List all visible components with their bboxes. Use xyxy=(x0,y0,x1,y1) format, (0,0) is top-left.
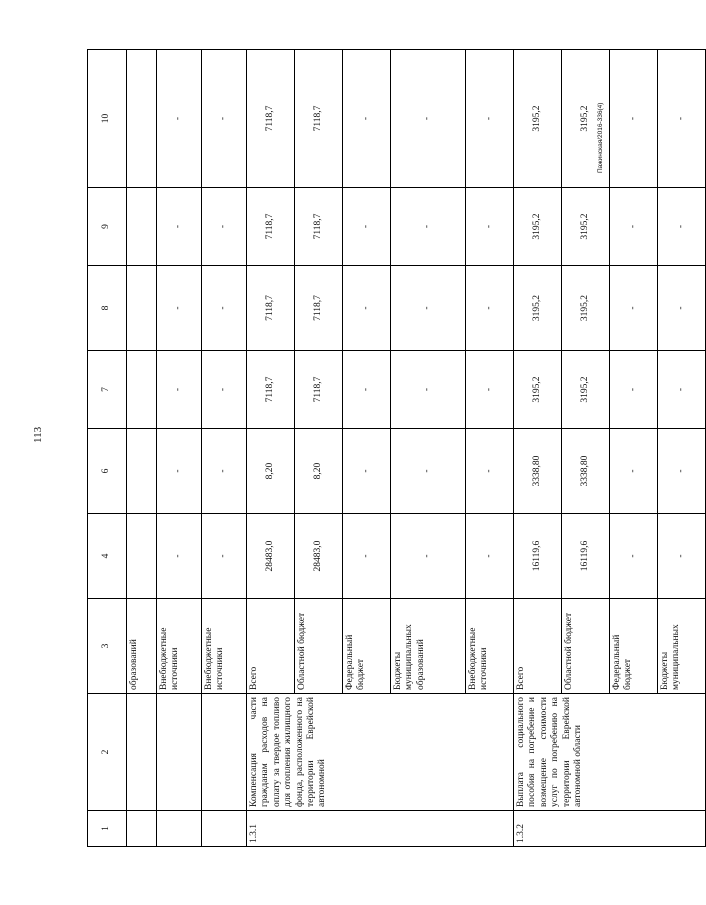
value-cell: - xyxy=(343,188,391,266)
value-cell: 3195,2 xyxy=(514,351,562,429)
value-cell: 7118,7 xyxy=(247,351,295,429)
value-cell: - xyxy=(391,50,466,188)
document-id: Пажинская/2016-336(4) xyxy=(597,102,604,173)
value-cell: - xyxy=(466,514,514,599)
item-description-cell: Выплата социального пособия на погребение и возмещение стоимости услуг по погребению на территории Еврейской автономной области xyxy=(514,694,706,811)
value-cell: - xyxy=(610,351,658,429)
source-cell: образований xyxy=(127,599,157,694)
value-cell: - xyxy=(658,351,706,429)
header-cell: 7 xyxy=(88,351,127,429)
value-cell: - xyxy=(610,188,658,266)
value-cell: - xyxy=(157,514,202,599)
value-cell: - xyxy=(202,429,247,514)
item-code-cell: 1.3.1 xyxy=(247,811,514,847)
value-cell: 7118,7 xyxy=(295,351,343,429)
header-cell: 3 xyxy=(88,599,127,694)
header-cell: 10 xyxy=(88,50,127,188)
header-row xyxy=(88,50,127,847)
value-cell: - xyxy=(157,429,202,514)
value-cell: - xyxy=(466,50,514,188)
source-cell: Бюджеты муниципальных образований xyxy=(391,599,466,694)
value-cell: 3195,2 xyxy=(562,351,610,429)
value-cell: - xyxy=(202,50,247,188)
value-cell xyxy=(127,351,157,429)
value-cell: 7118,7 xyxy=(247,188,295,266)
source-cell: Бюджеты муниципальных xyxy=(658,599,706,694)
header-cell: 1 xyxy=(88,811,127,847)
value-cell: 7118,7 xyxy=(295,266,343,351)
value-cell: 3195,2 xyxy=(562,266,610,351)
value-cell: 16119,6 xyxy=(562,514,610,599)
value-cell: - xyxy=(343,50,391,188)
value-cell: 3195,2 xyxy=(514,50,562,188)
value-cell: - xyxy=(343,266,391,351)
source-cell: Областной бюджет xyxy=(562,599,610,694)
value-cell xyxy=(127,429,157,514)
value-cell: - xyxy=(610,266,658,351)
item-code-cell: 1.3.2 xyxy=(514,811,706,847)
value-cell: - xyxy=(391,351,466,429)
value-cell xyxy=(127,266,157,351)
source-cell: Всего xyxy=(247,599,295,694)
code-cell xyxy=(157,811,202,847)
page-number: 113 xyxy=(32,426,44,443)
value-cell: - xyxy=(610,429,658,514)
value-cell: 3338,80 xyxy=(562,429,610,514)
description-cell xyxy=(127,694,157,811)
value-cell: - xyxy=(157,188,202,266)
value-cell: - xyxy=(391,266,466,351)
code-cell xyxy=(202,811,247,847)
value-cell: - xyxy=(610,50,658,188)
value-cell xyxy=(127,188,157,266)
source-cell: Всего xyxy=(514,599,562,694)
value-cell xyxy=(127,514,157,599)
description-cell xyxy=(202,694,247,811)
value-cell: - xyxy=(466,429,514,514)
value-cell: - xyxy=(658,266,706,351)
value-cell: - xyxy=(466,188,514,266)
value-cell xyxy=(127,50,157,188)
header-cell: 9 xyxy=(88,188,127,266)
value-cell: - xyxy=(157,266,202,351)
table-row xyxy=(157,50,202,847)
header-cell: 8 xyxy=(88,266,127,351)
value-cell: - xyxy=(343,429,391,514)
value-cell: 7118,7 xyxy=(247,50,295,188)
value-cell: 8,20 xyxy=(247,429,295,514)
value-cell: - xyxy=(202,351,247,429)
table-row xyxy=(514,50,562,847)
table-row xyxy=(202,50,247,847)
value-cell: 28483,0 xyxy=(295,514,343,599)
value-cell: - xyxy=(202,188,247,266)
source-cell: Федеральный бюджет xyxy=(610,599,658,694)
value-cell: - xyxy=(343,514,391,599)
value-cell: - xyxy=(157,50,202,188)
value-cell: 3195,2 xyxy=(562,50,610,188)
value-cell: 3195,2 xyxy=(514,188,562,266)
value-cell: - xyxy=(658,514,706,599)
value-cell: - xyxy=(658,188,706,266)
value-cell: 7118,7 xyxy=(295,188,343,266)
value-cell: - xyxy=(658,429,706,514)
source-cell: Областной бюджет xyxy=(295,599,343,694)
value-cell: - xyxy=(343,351,391,429)
item-description-cell: Компенсация части гражданам расходов на оплату за твердое топливо для отопления жилищного фонда, расположенного на территории Еврейской автономной xyxy=(247,694,514,811)
table-row xyxy=(247,50,295,847)
value-cell: - xyxy=(466,351,514,429)
value-cell: 16119,6 xyxy=(514,514,562,599)
header-cell: 4 xyxy=(88,514,127,599)
value-cell: 8,20 xyxy=(295,429,343,514)
value-cell: - xyxy=(202,266,247,351)
value-cell: - xyxy=(610,514,658,599)
value-cell: - xyxy=(391,429,466,514)
source-cell: Внебюджетные источники xyxy=(202,599,247,694)
table-body xyxy=(88,50,706,847)
table-row xyxy=(127,50,157,847)
description-cell xyxy=(157,694,202,811)
value-cell: 3338,80 xyxy=(514,429,562,514)
source-cell: Внебюджетные источники xyxy=(157,599,202,694)
value-cell: 28483,0 xyxy=(247,514,295,599)
value-cell: 7118,7 xyxy=(247,266,295,351)
value-cell: - xyxy=(391,514,466,599)
code-cell xyxy=(127,811,157,847)
value-cell: 3195,2 xyxy=(514,266,562,351)
source-cell: Внебюджетные источники xyxy=(466,599,514,694)
value-cell: - xyxy=(391,188,466,266)
value-cell: - xyxy=(202,514,247,599)
value-cell: - xyxy=(466,266,514,351)
value-cell: - xyxy=(658,50,706,188)
value-cell: - xyxy=(157,351,202,429)
header-cell: 6 xyxy=(88,429,127,514)
budget-table xyxy=(87,49,706,847)
value-cell: 3195,2 xyxy=(562,188,610,266)
value-cell: 7118,7 xyxy=(295,50,343,188)
source-cell: Федеральный бюджет xyxy=(343,599,391,694)
header-cell: 2 xyxy=(88,694,127,811)
